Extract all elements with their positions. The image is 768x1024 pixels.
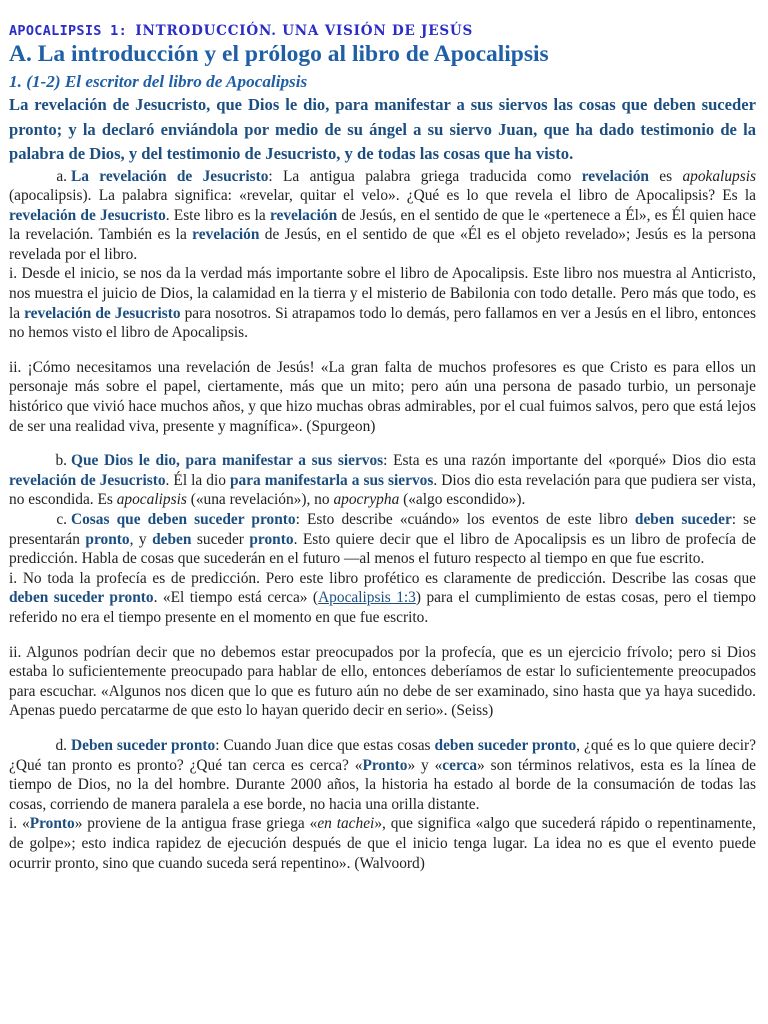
section-title: A. La introducción y el prólogo al libro de Apocalipsis: [9, 41, 549, 67]
greek-term: en tachei: [317, 815, 375, 833]
chapter-reference: APOCALIPSIS 1: [9, 23, 119, 39]
key-phrase: cerca: [442, 756, 478, 774]
greek-term: apocalipsis: [116, 491, 187, 509]
text-run: » son términos relativos, esta es la línea de tiempo de Dios, no la del hombre. Durante 2000 años, la historia ha estado al borde de la consumación de todas las cosas, corriendo de manera paralela a ese borde, no hacia una orilla distante.: [9, 756, 756, 813]
key-phrase: revelación de Jesucristo: [9, 206, 166, 224]
text-run: », que significa «algo que sucederá rápido o repentinamente, de golpe»; esto indica rapidez de ejecución después de que el inicio tenga lugar. La idea no es que el evento puede ocurrir pronto, sino que cuando suceda será repentino». (Walvoord): [9, 815, 756, 872]
text-run: , ¿qué es lo que quiere decir? ¿Qué tan pronto es pronto? ¿Qué tan cerca es cerca? «: [9, 736, 756, 774]
text-run: es: [648, 167, 683, 185]
point-b: [9, 451, 756, 510]
subsection-title: 1. (1-2) El escritor del libro de Apocalipsis: [9, 72, 308, 91]
key-phrase: Deben suceder pronto: [71, 736, 216, 754]
text-run: suceder: [191, 530, 250, 548]
text-run: i. «: [9, 815, 30, 833]
key-phrase: revelación de Jesucristo: [24, 304, 181, 322]
key-phrase: Pronto: [29, 815, 75, 833]
key-phrase: revelación de Jesucristo: [9, 471, 166, 489]
text-run: . Este libro es la: [165, 206, 270, 224]
text-run: : se presentarán: [9, 511, 756, 548]
key-phrase: deben suceder pronto: [9, 589, 154, 607]
kicker-separator: :: [118, 23, 136, 39]
greek-term: apocrypha: [333, 491, 400, 509]
key-phrase: Que Dios le dio, para manifestar a sus siervos: [71, 452, 384, 470]
key-phrase: Cosas que deben suceder pronto: [71, 511, 296, 528]
text-run: . «El tiempo está cerca» (: [153, 589, 319, 607]
text-run: de Jesús, en el sentido de que le «pertenece a Él», es Él quien hace la revelación. También es la: [9, 206, 756, 244]
text-run: » y «: [407, 756, 443, 774]
key-phrase: pronto: [85, 530, 130, 548]
point-b-marker: b.: [55, 452, 67, 470]
point-d-marker: d.: [55, 736, 67, 754]
text-run: («una revelación»), no: [186, 491, 334, 509]
text-run: : Esta es una razón importante del «porqué» Dios dio esta: [383, 452, 756, 470]
scripture-reference-link[interactable]: Apocalipsis 1:3: [318, 589, 416, 607]
key-phrase: revelación: [269, 206, 338, 224]
point-c-marker: c.: [56, 511, 67, 528]
text-run: . Dios dio esta revelación para que pudiera ser vista, no escondida. Es: [9, 471, 756, 509]
text-run: . Él la dio: [165, 471, 230, 489]
text-run: : La antigua palabra griega traducida como: [268, 167, 582, 185]
point-a-marker: a.: [56, 167, 67, 185]
text-run: i. No toda la profecía es de predicción. Pero este libro profético es claramente de predicción. Describe las cosas que: [9, 569, 756, 587]
scripture-passage: La revelación de Jesucristo, que Dios le dio, para manifestar a sus siervos las cosas que deben suceder pronto; y la declaró enviándola por medio de su ángel a su siervo Juan, que ha dado testimonio de la palabra de Dios, y del testimonio de Jesucristo, y de todas las cosas que ha visto.: [9, 95, 756, 163]
point-c-note-i: [9, 569, 756, 628]
chapter-kicker: [9, 22, 756, 40]
key-phrase: Pronto: [362, 756, 408, 774]
point-a: [9, 167, 756, 265]
text-run: : Cuando Juan dice que estas cosas: [215, 736, 435, 754]
text-run: i. Desde el inicio, se nos da la verdad más importante sobre el libro de Apocalipsis. Este libro nos muestra al Anticristo, nos muestra el juicio de Dios, la calamidad en la tierra y el misterio de Babilonia con todo detalle. Pero más que todo, es la: [9, 265, 756, 322]
text-run: : Esto describe «cuándo» los eventos de este libro: [295, 511, 635, 528]
point-a-note-ii: ii. ¡Cómo necesitamos una revelación de Jesús! «La gran falta de muchos profesores es que Cristo es para ellos un personaje más sobre el papel, ciertamente, más que un mito; pero aún una persona de pasado turbio, un personaje histórico que vivió hace muchos años, y que hizo muchas obras admirables, por el cual fuimos salvos, pero que está lejos de ser una realidad viva, presente y magnífica». (Spurgeon): [9, 358, 756, 435]
key-phrase: deben suceder pronto: [434, 736, 577, 754]
point-d: [9, 736, 756, 814]
point-a-note-i: [9, 264, 756, 342]
text-run: ) para el cumplimiento de estas cosas, pero el tiempo referido no era el tiempo presente en el momento en que fue escrito.: [9, 589, 756, 626]
key-phrase: revelación: [192, 226, 260, 244]
text-run: (apocalipsis). La palabra significa: «revelar, quitar el velo». ¿Qué es lo que revela el libro de Apocalipsis? Es la: [9, 187, 756, 205]
key-phrase: deben: [152, 530, 192, 548]
text-run: . Esto quiere decir que el libro de Apocalipsis es un libro de profecía de predicción. Habla de cosas que sucederán en el futuro —al menos el futuro respecto al tiempo en que fue escrito.: [9, 530, 756, 568]
text-run: («algo escondido»).: [399, 491, 526, 509]
key-phrase: La revelación de Jesucristo: [71, 167, 269, 185]
text-run: , y: [129, 530, 153, 548]
chapter-title: INTRODUCCIÓN. UNA VISIÓN DE JESÚS: [135, 23, 474, 39]
key-phrase: pronto: [249, 530, 294, 548]
point-d-note-i: [9, 814, 756, 873]
key-phrase: deben suceder: [634, 511, 732, 528]
key-phrase: para manifestarla a sus siervos: [229, 471, 434, 489]
text-run: para nosotros. Si atrapamos todo lo demás, pero fallamos en ver a Jesús en el libro, entonces no hemos visto el libro de Apocalipsis.: [9, 304, 756, 342]
key-phrase: revelación: [581, 167, 649, 185]
point-c-note-ii: ii. Algunos podrían decir que no debemos estar preocupados por la profecía, que es un ejercicio frívolo; pero si Dios estaba lo suficientemente preocupado para hablar de ello, entonces deberíamos de estar lo suficientemente preocupados para escuchar. «Algunos nos dicen que lo que es futuro aún no debe de ser examinado, sino hasta que ya haya sucedido. Apenas puedo percatarme de que esto lo hayan querido decir en serio». (Seiss): [9, 643, 756, 720]
text-run: » proviene de la antigua frase griega «: [74, 815, 318, 833]
greek-term: apokalupsis: [682, 167, 756, 185]
text-run: de Jesús, en el sentido de que «Él es el objeto revelado»; Jesús es la persona revelada por el libro.: [9, 226, 756, 263]
point-c: [9, 510, 756, 569]
